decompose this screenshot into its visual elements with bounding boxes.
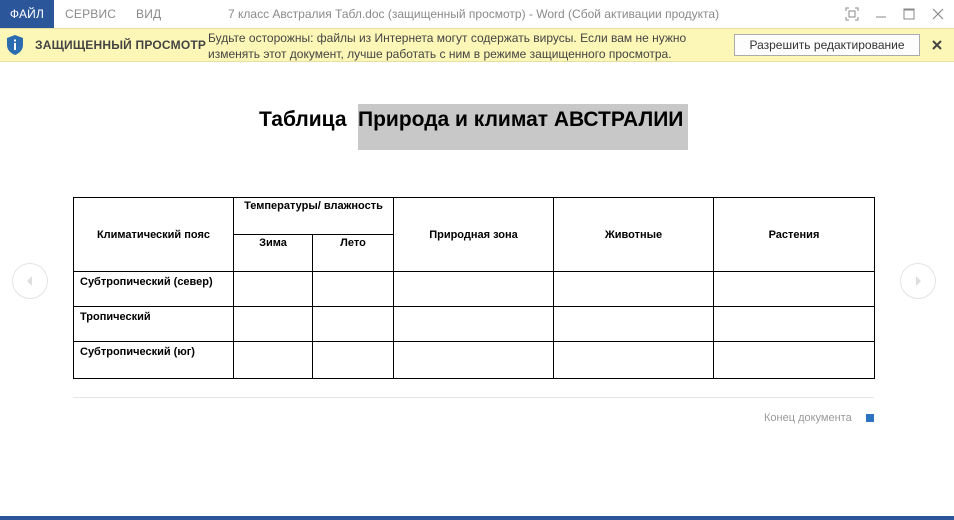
header-summer: Лето (313, 235, 394, 272)
table-cell (714, 272, 875, 307)
protected-view-bar (0, 28, 954, 62)
protected-view-message: Будьте осторожны: файлы из Интернета могут содержать вирусы. Если вам не нужно изменять этот документ, лучше работать с ним в режиме защищенного просмотра. (208, 31, 687, 61)
next-page-button[interactable] (900, 263, 936, 299)
end-marker-icon (866, 414, 874, 422)
table-row (74, 307, 875, 342)
window-close-icon[interactable] (930, 6, 946, 22)
fullscreen-icon[interactable] (844, 6, 860, 22)
title-highlighted-text: Природа и климат АВСТРАЛИИ (358, 108, 684, 131)
table-cell (234, 307, 313, 342)
minimize-icon[interactable] (873, 6, 889, 22)
header-winter: Зима (234, 235, 313, 272)
title-bar (0, 0, 954, 28)
table-cell (554, 342, 714, 379)
table-cell (394, 342, 554, 379)
header-natural-zone: Природная зона (394, 198, 554, 272)
table-cell (313, 272, 394, 307)
protected-view-heading: ЗАЩИЩЕННЫЙ ПРОСМОТР (35, 38, 207, 52)
row-label: Субтропический (север) (74, 272, 234, 307)
table-cell (313, 342, 394, 379)
table-cell (313, 307, 394, 342)
tab-file[interactable]: ФАЙЛ (0, 0, 54, 28)
header-animals: Животные (554, 198, 714, 272)
table-cell (554, 307, 714, 342)
end-separator (73, 397, 874, 398)
end-of-document-label: Конец документа (764, 412, 852, 424)
table-cell (714, 342, 875, 379)
table-cell (234, 342, 313, 379)
climate-table (73, 197, 875, 379)
table-cell (714, 307, 875, 342)
row-label: Субтропический (юг) (74, 342, 234, 379)
header-climate-zone: Климатический пояс (74, 198, 234, 272)
title-plain: Таблица (259, 108, 347, 131)
tab-service[interactable]: СЕРВИС (65, 7, 117, 21)
header-temperature: Температуры/ влажность (234, 198, 394, 235)
shield-icon (6, 34, 24, 56)
previous-page-button[interactable] (12, 263, 48, 299)
table-row (74, 342, 875, 379)
table-cell (394, 272, 554, 307)
tab-view[interactable]: ВИД (136, 7, 162, 21)
document-title: 7 класс Австралия Табл.doc (защищенный просмотр) - Word (Сбой активации продукта) (228, 7, 720, 21)
chevron-left-icon (25, 275, 35, 287)
table-row (74, 272, 875, 307)
chevron-right-icon (913, 275, 923, 287)
table-cell (234, 272, 313, 307)
header-plants: Растения (714, 198, 875, 272)
enable-editing-button[interactable]: Разрешить редактирование (734, 34, 920, 56)
close-icon[interactable] (931, 38, 943, 50)
row-label: Тропический (74, 307, 234, 342)
table-cell (394, 307, 554, 342)
window-bottom-border (0, 516, 954, 520)
maximize-icon[interactable] (901, 6, 917, 22)
table-cell (554, 272, 714, 307)
